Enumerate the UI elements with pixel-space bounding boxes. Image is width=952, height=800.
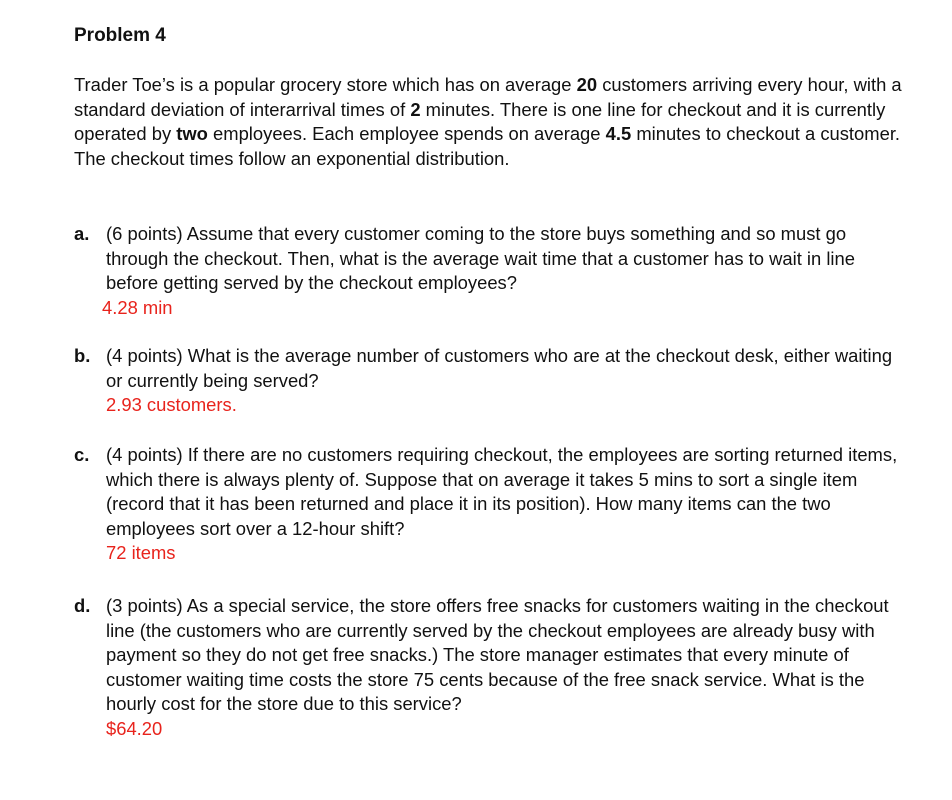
part-a-question: (6 points) Assume that every customer coming to the store buys something and so must go through the checkout. Then, what is the average wait time that a customer has to wait in line before getting served by the checkout employees? [106, 223, 855, 293]
intro-text-1: Trader Toe’s is a popular grocery store which has on average [74, 74, 577, 95]
intro-employee-count: two [176, 123, 208, 144]
part-d-answer: $64.20 [106, 717, 163, 739]
part-a [74, 222, 912, 320]
part-c [74, 443, 912, 566]
part-a-letter: a. [74, 223, 90, 244]
part-d-letter: d. [74, 595, 91, 616]
intro-service-time: 4.5 [605, 123, 632, 144]
part-c-answer: 72 items [106, 542, 176, 563]
part-c-question: (4 points) If there are no customers requiring checkout, the employees are sorting returned items, which there is always plenty of. Suppose that on average it takes 5 mins to sort a single item (record that it has been returned and place it in its position). How many items can the two employees sort over a 12-hour shift? [106, 444, 898, 539]
part-b [74, 344, 912, 418]
part-a-answer: 4.28 min [102, 296, 173, 318]
part-d-question: (3 points) As a special service, the store offers free snacks for customers waiting in the checkout line (the customers who are currently served by the checkout employees are already busy with payment so they do not get free snacks.) The store manager estimates that every minute of customer waiting time costs the store 75 cents because of the free snack service. What is the hourly cost for the store due to this service? [106, 595, 889, 714]
part-b-answer: 2.93 customers. [106, 394, 237, 415]
intro-arrival-rate: 20 [576, 74, 598, 95]
part-c-letter: c. [74, 444, 90, 465]
intro-text-5: minutes to checkout a customer. The checkout times follow an exponential distribution. [74, 123, 901, 169]
intro-text-2: customers arriving every hour, with a standard deviation of interarrival times of [74, 74, 902, 120]
problem-intro [74, 73, 912, 171]
intro-text-4: employees. Each employee spends on average [207, 123, 606, 144]
intro-std-dev: 2 [410, 98, 421, 120]
problem-title: Problem 4 [74, 25, 166, 46]
intro-text-3: minutes. There is one line for checkout and it is currently operated by [74, 98, 886, 144]
part-b-letter: b. [74, 345, 91, 366]
part-b-question: (4 points) What is the average number of customers who are at the checkout desk, either waiting or currently being served? [106, 345, 893, 391]
part-d [74, 594, 912, 741]
